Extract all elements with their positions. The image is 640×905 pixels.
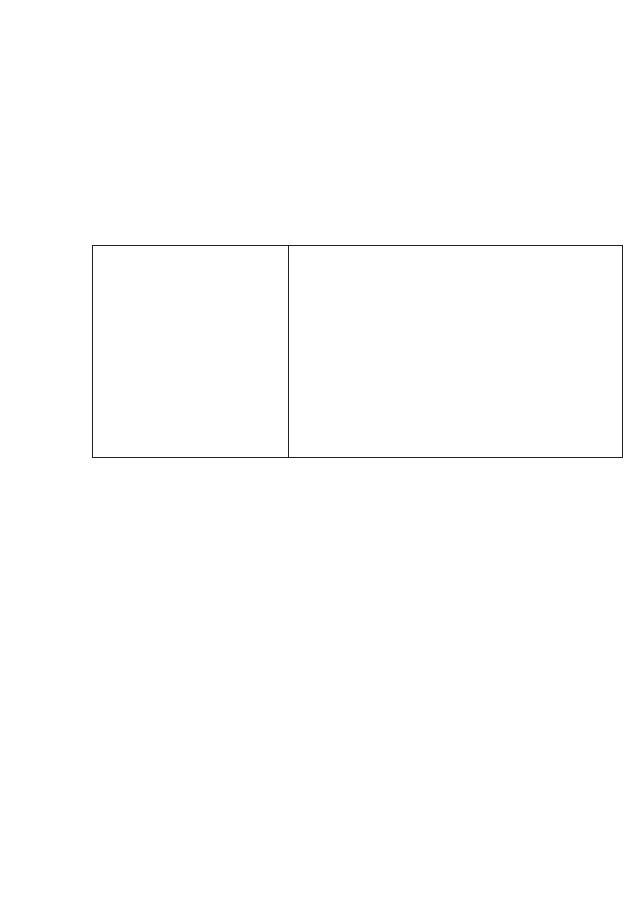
table-column-divider: [288, 246, 289, 457]
funding-table: [92, 245, 623, 458]
